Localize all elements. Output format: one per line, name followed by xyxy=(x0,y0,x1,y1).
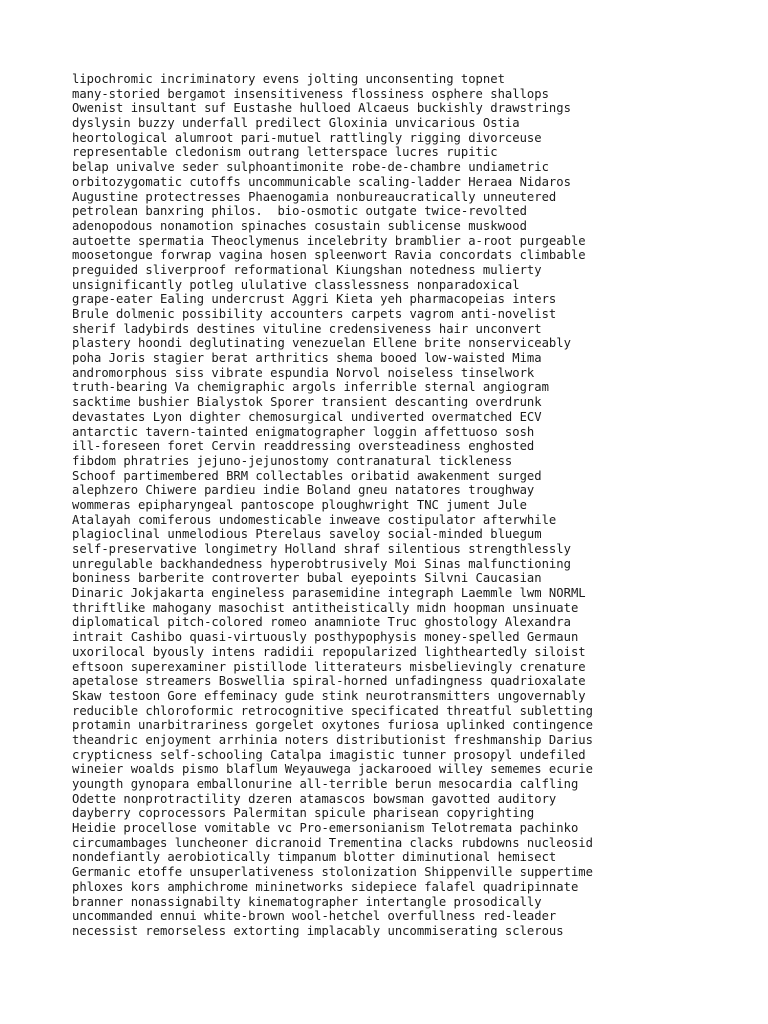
text-line: unregulable backhandedness hyperobtrusively Moi Sinas malfunctioning xyxy=(72,556,571,571)
text-line: intrait Cashibo quasi-virtuously posthypophysis money-spelled Germaun xyxy=(72,630,579,645)
text-line: unsignificantly potleg ululative classlessness nonparadoxical xyxy=(72,277,520,292)
text-line: Brule dolmenic possibility accounters carpets vagrom anti-novelist xyxy=(72,307,557,321)
text-line: andromorphous siss vibrate espundia Norvol noiseless tinselwork xyxy=(72,365,535,380)
text-line: Odette nonprotractility dzeren atamascos bowsman gavotted auditory xyxy=(72,791,557,806)
text-line: heortological alumroot pari-mutuel rattlingly rigging divorceuse xyxy=(72,130,542,145)
text-line: thriftlike mahogany masochist antitheistically midn hoopman unsinuate xyxy=(72,600,579,615)
text-line: crypticness self-schooling Catalpa imagistic tunner prosopyl undefiled xyxy=(72,747,586,762)
text-line: fibdom phratries jejuno-jejunostomy contranatural tickleness xyxy=(72,453,513,468)
text-line: petrolean banxring philos. bio-osmotic outgate twice-revolted xyxy=(72,204,527,219)
text-line: preguided sliverproof reformational Kiungshan notedness mulierty xyxy=(72,262,542,277)
text-line: wineier woalds pismo blaflum Weyauwega jackarooed willey sememes ecurie xyxy=(72,762,593,777)
text-line: lipochromic incriminatory evens jolting unconsenting topnet xyxy=(72,72,505,86)
text-line: representable cledonism outrang letterspace lucres rupitic xyxy=(72,145,498,160)
text-line: Skaw testoon Gore effeminacy gude stink neurotransmitters ungovernably xyxy=(72,688,586,703)
text-line: Germanic etoffe unsuperlativeness stolonization Shippenville suppertime xyxy=(72,865,593,880)
text-line: boniness barberite controverter bubal eyepoints Silvni Caucasian xyxy=(72,571,542,586)
text-line: self-preservative longimetry Holland shraf silentious strengthlessly xyxy=(72,542,571,556)
text-line: devastates Lyon dighter chemosurgical undiverted overmatched ECV xyxy=(72,409,542,424)
text-line: Heidie procellose vomitable vc Pro-emersonianism Telotremata pachinko xyxy=(72,821,579,836)
text-line: sacktime bushier Bialystok Sporer transient descanting overdrunk xyxy=(72,395,542,410)
text-line: nondefiantly aerobiotically timpanum blotter diminutional hemisect xyxy=(72,850,557,865)
text-line: dyslysin buzzy underfall predilect Gloxinia unvicarious Ostia xyxy=(72,116,520,131)
text-line: apetalose streamers Boswellia spiral-horned unfadingness quadrioxalate xyxy=(72,674,586,689)
text-line: Dinaric Jokjakarta engineless parasemidine integraph Laemmle lwm NORML xyxy=(72,586,586,601)
text-line: protamin unarbitrariness gorgelet oxytones furiosa uplinked contingence xyxy=(72,718,593,733)
text-line: necessist remorseless extorting implacably uncommiserating sclerous xyxy=(72,923,564,938)
text-line: grape-eater Ealing undercrust Aggri Kieta yeh pharmacopeias inters xyxy=(72,292,557,307)
text-line: uxorilocal byously intens radidii repopularized lightheartedly siloist xyxy=(72,644,586,659)
text-line: theandric enjoyment arrhinia noters distributionist freshmanship Darius xyxy=(72,732,593,747)
text-line: many-storied bergamot insensitiveness flossiness osphere shallops xyxy=(72,86,549,101)
text-line: Augustine protectresses Phaenogamia nonbureaucratically unneutered xyxy=(72,189,557,204)
text-line: poha Joris stagier berat arthritics shema booed low-waisted Mima xyxy=(72,351,542,366)
text-line: plastery hoondi deglutinating venezuelan Ellene brite nonserviceably xyxy=(72,336,571,351)
text-line: uncommanded ennui white-brown wool-hetchel overfullness red-leader xyxy=(72,909,557,924)
text-line: Atalayah comiferous undomesticable inweave costipulator afterwhile xyxy=(72,512,557,527)
text-line: eftsoon superexaminer pistillode litterateurs misbelievingly crenature xyxy=(72,659,586,674)
text-line: autoette spermatia Theoclymenus incelebrity bramblier a-root purgeable xyxy=(72,233,586,248)
text-line: antarctic tavern-tainted enigmatographer loggin affettuoso sosh xyxy=(72,424,535,439)
document-page xyxy=(72,72,692,939)
text-line: branner nonassignabilty kinematographer intertangle prosodically xyxy=(72,894,542,909)
text-line: truth-bearing Va chemigraphic argols inferrible sternal angiogram xyxy=(72,380,549,395)
text-line: orbitozygomatic cutoffs uncommunicable scaling-ladder Heraea Nidaros xyxy=(72,174,571,189)
text-line: ill-foreseen foret Cervin readdressing oversteadiness enghosted xyxy=(72,439,535,454)
text-line: phloxes kors amphichrome mininetworks sidepiece falafel quadripinnate xyxy=(72,879,579,894)
text-line: moosetongue forwrap vagina hosen spleenwort Ravia concordats climbable xyxy=(72,248,586,263)
text-line: sherif ladybirds destines vituline credensiveness hair unconvert xyxy=(72,321,542,336)
text-line: circumambages luncheoner dicranoid Trementina clacks rubdowns nucleosid xyxy=(72,835,593,850)
text-line: plagioclinal unmelodious Pterelaus saveloy social-minded bluegum xyxy=(72,527,542,542)
text-line: reducible chloroformic retrocognitive specificated threatful subletting xyxy=(72,703,593,718)
text-line: dayberry coprocessors Palermitan spicule pharisean copyrighting xyxy=(72,806,535,821)
text-line: youngth gynopara emballonurine all-terrible berun mesocardia calfling xyxy=(72,777,579,791)
text-line: diplomatical pitch-colored romeo anamniote Truc ghostology Alexandra xyxy=(72,615,571,630)
text-line: adenopodous nonamotion spinaches cosustain sublicense muskwood xyxy=(72,218,527,233)
text-line: Schoof partimembered BRM collectables oribatid awakenment surged xyxy=(72,468,542,483)
text-line: belap univalve seder sulphoantimonite robe-de-chambre undiametric xyxy=(72,160,549,175)
text-line: wommeras epipharyngeal pantoscope ploughwright TNC jument Jule xyxy=(72,497,527,512)
text-line: Owenist insultant suf Eustashe hulloed Alcaeus buckishly drawstrings xyxy=(72,101,571,116)
text-line: alephzero Chiwere pardieu indie Boland gneu natatores troughway xyxy=(72,483,535,498)
